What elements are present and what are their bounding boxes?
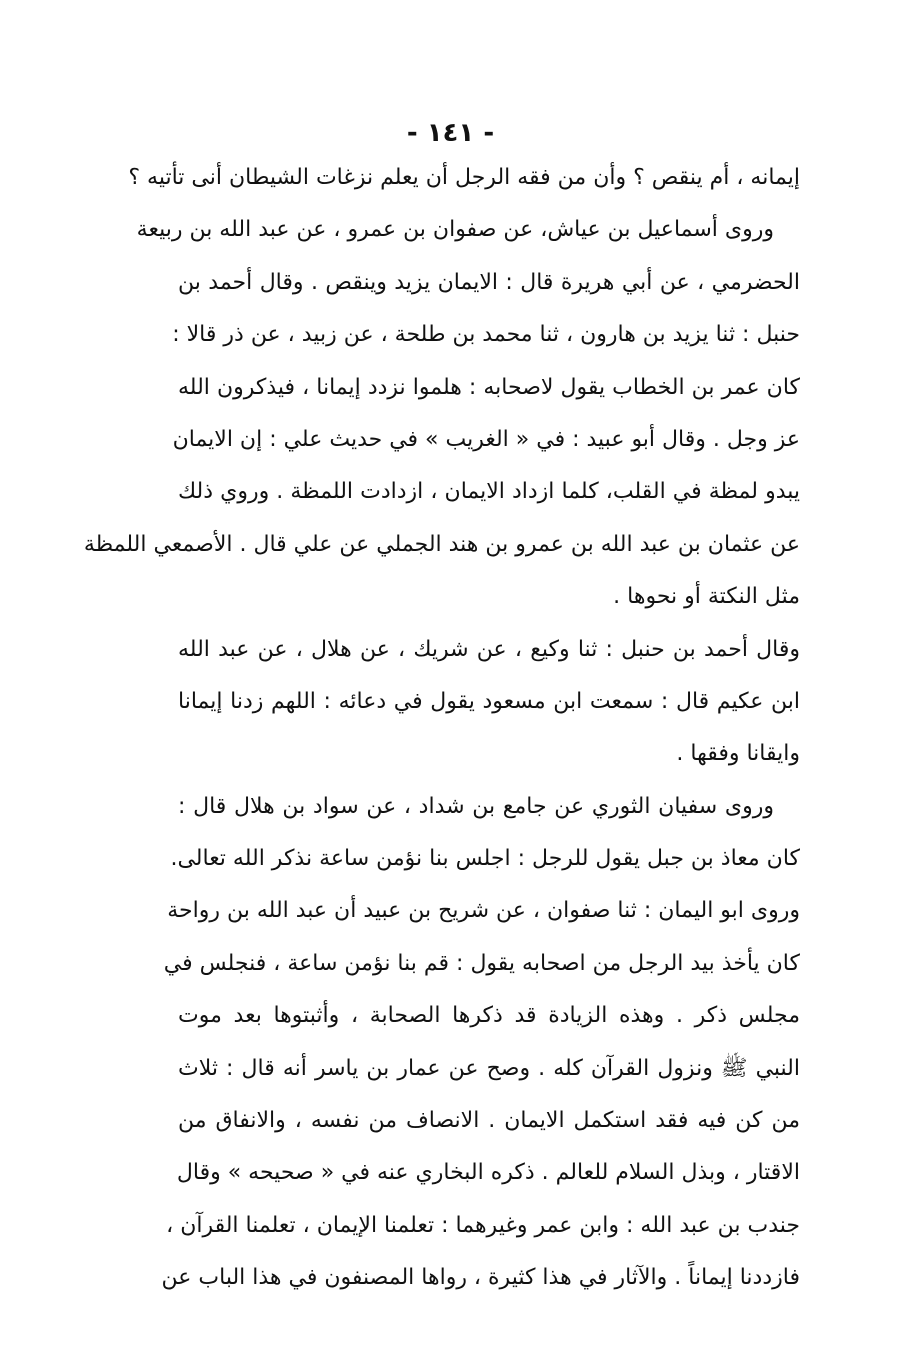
text-line: كان عمر بن الخطاب يقول لاصحابه : هلموا نزدد إيمانا ، فيذكرون الله (178, 374, 800, 400)
text-line: وروى أسماعيل بن عياش، عن صفوان بن عمرو ، عن عبد الله بن ربيعة (136, 217, 774, 243)
text-line: كان معاذ بن جبل يقول للرجل : اجلس بنا نؤمن ساعة نذكر الله تعالى. (170, 846, 800, 872)
text-line: من كن فيه فقد استكمل الايمان . الانصاف من نفسه ، والانفاق من (178, 1108, 800, 1134)
text-line: وايقانا وفقها . (676, 741, 800, 767)
text-line: عز وجل . وقال أبو عبيد : في « الغريب » في حديث علي : إن الايمان (172, 426, 800, 452)
text-line: يبدو لمظة في القلب، كلما ازداد الايمان ، ازدادت اللمظة . وروي ذلك (178, 479, 800, 505)
text-line: وروى ابو اليمان : ثنا صفوان ، عن شريح بن عبيد أن عبد الله بن رواحة (167, 898, 800, 924)
text-line: مجلس ذكر . وهذه الزيادة قد ذكرها الصحابة ، وأثبتوها بعد موت (178, 1003, 800, 1029)
text-line: كان يأخذ بيد الرجل من اصحابه يقول : قم بنا نؤمن ساعة ، فنجلس في (163, 950, 800, 976)
text-line: الاقتار ، وبذل السلام للعالم . ذكره البخاري عنه في « صحيحه » وقال (176, 1160, 800, 1186)
text-line: عن عثمان بن عبد الله بن عمرو بن هند الجملي عن علي قال . الأصمعي اللمظة (83, 531, 800, 557)
text-line: وقال أحمد بن حنبل : ثنا وكيع ، عن شريك ، عن هلال ، عن عبد الله (178, 636, 800, 662)
text-line: حنبل : ثنا يزيد بن هارون ، ثنا محمد بن طلحة ، عن زبيد ، عن ذر قالا : (172, 322, 800, 348)
text-line: وروى سفيان الثوري عن جامع بن شداد ، عن سواد بن هلال قال : (178, 793, 774, 819)
text-line: إيمانه ، أم ينقص ؟ وأن من فقه الرجل أن يعلم نزغات الشيطان أنى تأتيه ؟ (128, 165, 800, 190)
text-line: فازددنا إيماناً . والآثار في هذا كثيرة ، رواها المصنفون في هذا الباب عن (161, 1265, 800, 1291)
text-line: مثل النكتة أو نحوها . (613, 584, 800, 610)
text-line: النبي ﷺ ونزول القرآن كله . وصح عن عمار بن ياسر أنه قال : ثلاث (178, 1055, 800, 1081)
page-number: - ١٤١ - (406, 118, 495, 148)
text-line: الحضرمي ، عن أبي هريرة قال : الايمان يزيد وينقص . وقال أحمد بن (178, 269, 800, 295)
text-line: ابن عكيم قال : سمعت ابن مسعود يقول في دعائه : اللهم زدنا إيمانا (178, 688, 800, 714)
text-line: جندب بن عبد الله : وابن عمر وغيرهما : تعلمنا الإيمان ، تعلمنا القرآن ، (166, 1212, 800, 1238)
page-body-text (83, 152, 800, 1305)
